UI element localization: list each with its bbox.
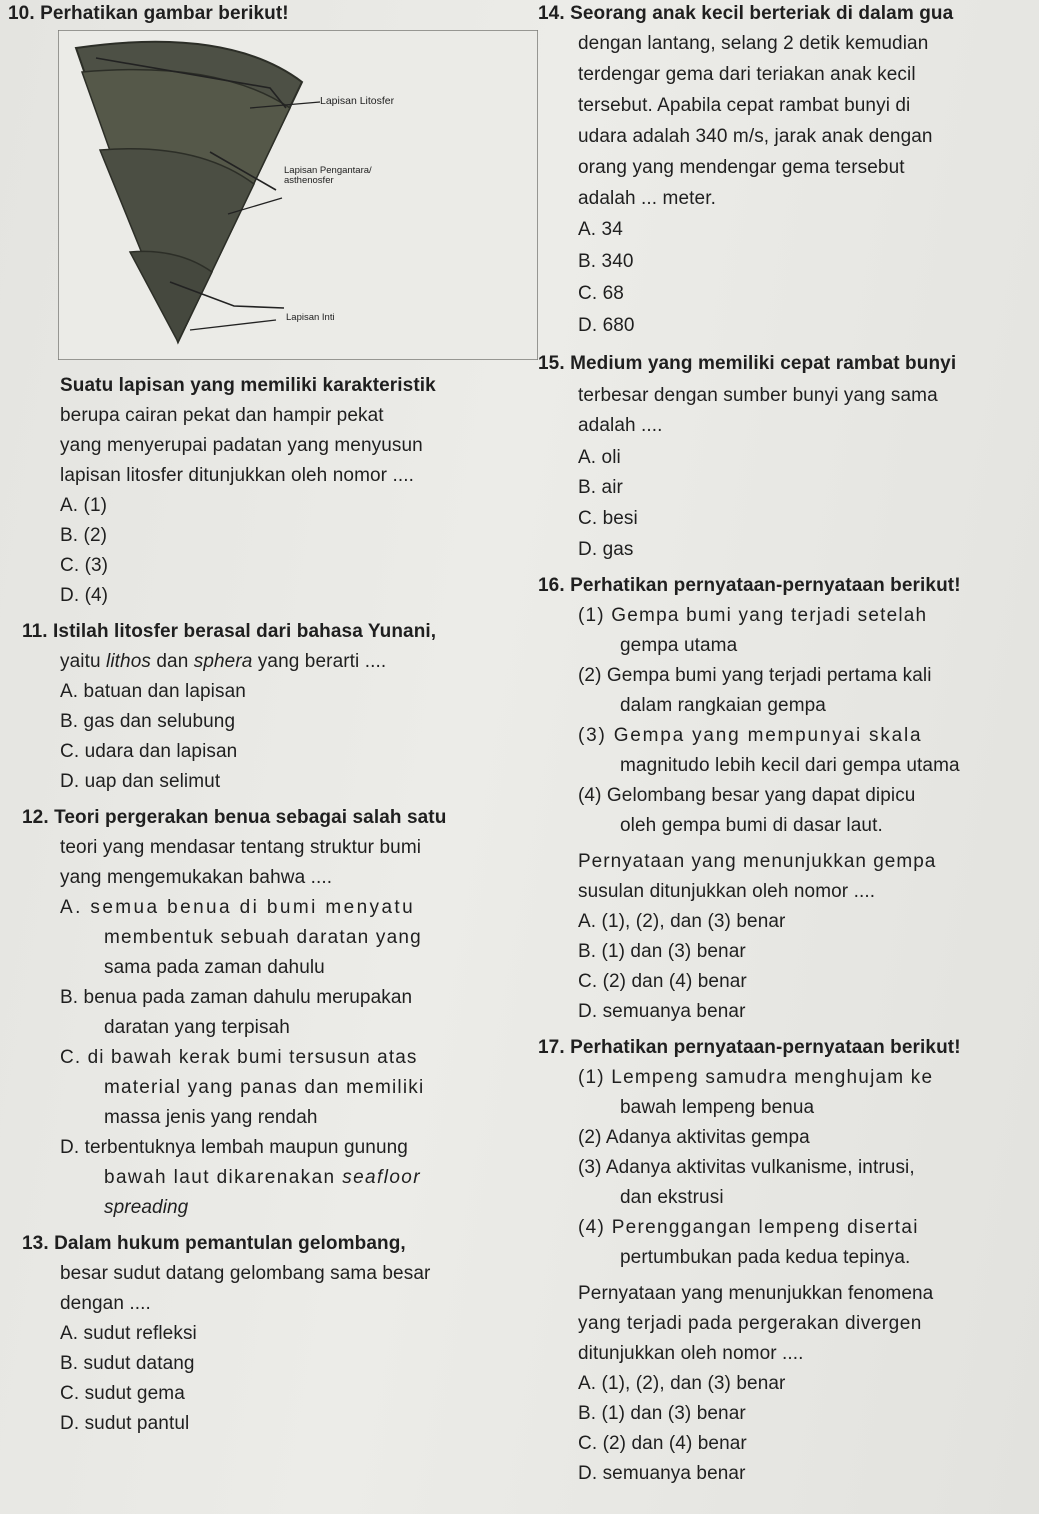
q11-option-b[interactable]: B. gas dan selubung <box>60 711 236 732</box>
q17-statement: (3) Adanya aktivitas vulkanisme, intrusi, <box>578 1157 915 1178</box>
q16-statement: gempa utama <box>620 635 738 656</box>
q15-option-d[interactable]: D. gas <box>578 539 634 560</box>
q12-option-b-cont: daratan yang terpisah <box>104 1017 290 1038</box>
q15-option-a[interactable]: A. oli <box>578 447 621 468</box>
q16-statement: (3) Gempa yang mempunyai skala <box>578 725 923 746</box>
q11-stem-line2: yaitu lithos dan sphera yang berarti .... <box>60 651 387 672</box>
label-litosfer: Lapisan Litosfer <box>320 95 395 107</box>
q12-option-d-cont: bawah laut dikarenakan seafloor <box>104 1167 421 1188</box>
q16-statement: magnitudo lebih kecil dari gempa utama <box>620 755 960 776</box>
q14-stem-line: 14. Seorang anak kecil berteriak di dalam gua <box>538 3 954 24</box>
q13-option-b[interactable]: B. sudut datang <box>60 1353 195 1374</box>
q12-stem-line: 12. Teori pergerakan benua sebagai salah satu <box>22 807 447 828</box>
q17-statement: bawah lempeng benua <box>620 1097 815 1118</box>
q16-option-b[interactable]: B. (1) dan (3) benar <box>578 941 746 962</box>
q15-stem-line: terbesar dengan sumber bunyi yang sama <box>578 385 938 406</box>
q10-stem-line: berupa cairan pekat dan hampir pekat <box>60 405 384 426</box>
q14-option-d[interactable]: D. 680 <box>578 315 635 336</box>
q11-option-a[interactable]: A. batuan dan lapisan <box>60 681 246 702</box>
q17-statement: dan ekstrusi <box>620 1187 724 1208</box>
q12-option-b[interactable]: B. benua pada zaman dahulu merupakan <box>60 987 413 1008</box>
q12-option-a-cont: sama pada zaman dahulu <box>104 957 325 978</box>
q16-statement: (2) Gempa bumi yang terjadi pertama kali <box>578 665 932 686</box>
q15-stem-line: 15. Medium yang memiliki cepat rambat bunyi <box>538 353 957 374</box>
q10-title: 10. Perhatikan gambar berikut! <box>8 3 289 24</box>
earth-layers-figure <box>58 30 538 360</box>
q14-stem-line: orang yang mendengar gema tersebut <box>578 157 905 178</box>
q14-stem-line: udara adalah 340 m/s, jarak anak dengan <box>578 126 933 147</box>
q12-stem-line: yang mengemukakan bahwa .... <box>60 867 333 888</box>
q12-option-c-cont: massa jenis yang rendah <box>104 1107 318 1128</box>
q14-option-b[interactable]: B. 340 <box>578 251 634 272</box>
q12-option-a[interactable]: A. semua benua di bumi menyatu <box>60 897 416 918</box>
q13-option-c[interactable]: C. sudut gema <box>60 1383 185 1404</box>
q10-option-a[interactable]: A. (1) <box>60 495 108 516</box>
q11-stem-line: 11. Istilah litosfer berasal dari bahasa Yunani, <box>22 621 437 642</box>
q10-option-b[interactable]: B. (2) <box>60 525 108 546</box>
q14-stem-line: dengan lantang, selang 2 detik kemudian <box>578 33 929 54</box>
q12-option-d-cont: spreading <box>104 1197 189 1218</box>
q16-question: Pernyataan yang menunjukkan gempa <box>578 851 937 872</box>
q17-question: yang terjadi pada pergerakan divergen <box>578 1313 922 1334</box>
q14-stem-line: adalah ... meter. <box>578 188 716 209</box>
q16-option-a[interactable]: A. (1), (2), dan (3) benar <box>578 911 786 932</box>
q17-question: Pernyataan yang menunjukkan fenomena <box>578 1283 934 1304</box>
q17-question: ditunjukkan oleh nomor .... <box>578 1343 804 1364</box>
q16-title: 16. Perhatikan pernyataan-pernyataan berikut! <box>538 575 961 596</box>
q15-option-c[interactable]: C. besi <box>578 508 638 529</box>
q17-option-b[interactable]: B. (1) dan (3) benar <box>578 1403 746 1424</box>
q10-option-c[interactable]: C. (3) <box>60 555 109 576</box>
q17-statement: (2) Adanya aktivitas gempa <box>578 1127 810 1148</box>
q17-option-d[interactable]: D. semuanya benar <box>578 1463 746 1484</box>
q13-option-d[interactable]: D. sudut pantul <box>60 1413 190 1434</box>
q17-statement: pertumbukan pada kedua tepinya. <box>620 1247 911 1268</box>
q16-statement: (1) Gempa bumi yang terjadi setelah <box>578 605 928 626</box>
q12-option-d[interactable]: D. terbentuknya lembah maupun gunung <box>60 1137 408 1158</box>
q17-option-a[interactable]: A. (1), (2), dan (3) benar <box>578 1373 786 1394</box>
label-pengantara: Lapisan Pengantara/ <box>284 165 372 176</box>
q11-option-c[interactable]: C. udara dan lapisan <box>60 741 238 762</box>
q16-question: susulan ditunjukkan oleh nomor .... <box>578 881 876 902</box>
q17-statement: (4) Perenggangan lempeng disertai <box>578 1217 919 1238</box>
q12-option-a-cont: membentuk sebuah daratan yang <box>104 927 422 948</box>
q10-stem-line: yang menyerupai padatan yang menyusun <box>60 435 423 456</box>
q16-statement: dalam rangkaian gempa <box>620 695 826 716</box>
q16-statement: (4) Gelombang besar yang dapat dipicu <box>578 785 916 806</box>
q17-option-c[interactable]: C. (2) dan (4) benar <box>578 1433 747 1454</box>
q17-statement: (1) Lempeng samudra menghujam ke <box>578 1067 934 1088</box>
q16-option-d[interactable]: D. semuanya benar <box>578 1001 746 1022</box>
q13-stem-line: 13. Dalam hukum pemantulan gelombang, <box>22 1233 406 1254</box>
q12-option-c[interactable]: C. di bawah kerak bumi tersusun atas <box>60 1047 418 1068</box>
q10-option-d[interactable]: D. (4) <box>60 585 109 606</box>
q13-option-a[interactable]: A. sudut refleksi <box>60 1323 197 1344</box>
q15-option-b[interactable]: B. air <box>578 477 623 498</box>
q10-stem-line: Suatu lapisan yang memiliki karakteristik <box>60 375 436 396</box>
q13-stem-line: dengan .... <box>60 1293 151 1314</box>
earth-layers-diagram <box>58 30 538 360</box>
q16-statement: oleh gempa bumi di dasar laut. <box>620 815 883 836</box>
q15-stem-line: adalah .... <box>578 415 663 436</box>
q14-option-a[interactable]: A. 34 <box>578 219 623 240</box>
label-asthenosfer: asthenosfer <box>284 175 334 186</box>
q13-stem-line: besar sudut datang gelombang sama besar <box>60 1263 431 1284</box>
q12-option-c-cont: material yang panas dan memiliki <box>104 1077 425 1098</box>
q10-stem-line: lapisan litosfer ditunjukkan oleh nomor .... <box>60 465 414 486</box>
q14-stem-line: terdengar gema dari teriakan anak kecil <box>578 64 916 85</box>
q12-stem-line: teori yang mendasar tentang struktur bumi <box>60 837 422 858</box>
q16-option-c[interactable]: C. (2) dan (4) benar <box>578 971 747 992</box>
q14-option-c[interactable]: C. 68 <box>578 283 624 304</box>
q17-title: 17. Perhatikan pernyataan-pernyataan berikut! <box>538 1037 961 1058</box>
label-inti: Lapisan Inti <box>286 312 335 323</box>
q14-stem-line: tersebut. Apabila cepat rambat bunyi di <box>578 95 911 116</box>
q11-option-d[interactable]: D. uap dan selimut <box>60 771 221 792</box>
